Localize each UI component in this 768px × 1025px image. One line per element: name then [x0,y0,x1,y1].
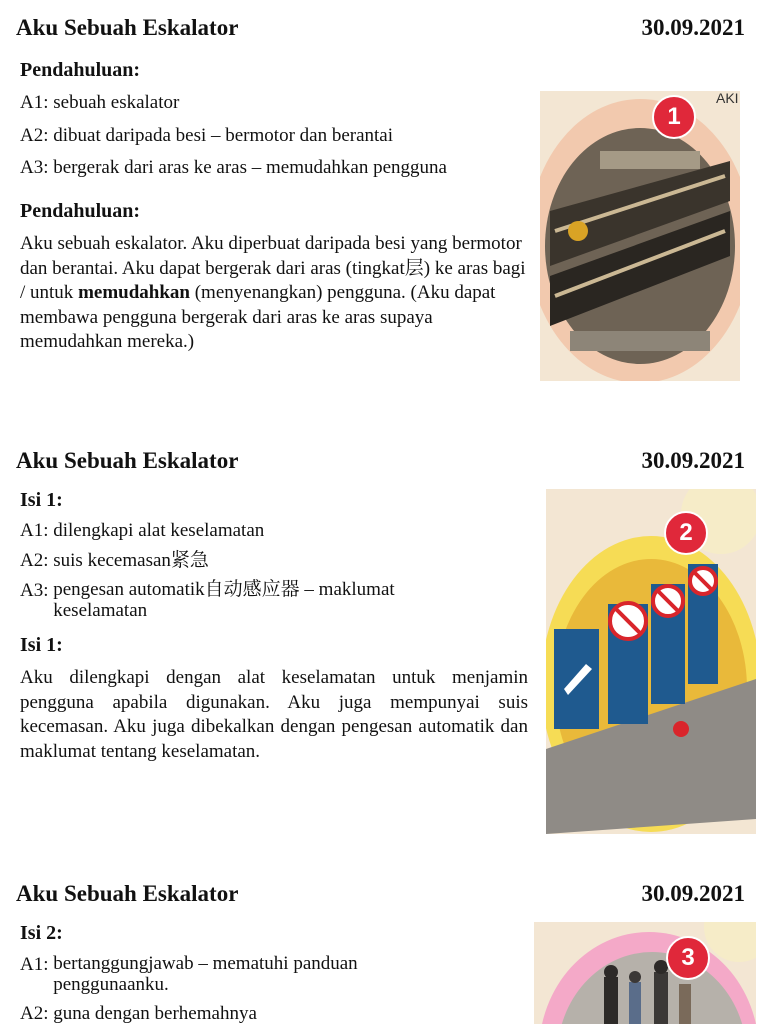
point-a2: A2: dibuat daripada besi – bermotor dan berantai [20,125,394,146]
escalator-crowd-image [534,922,756,1024]
slide-title: Aku Sebuah Eskalator [16,448,239,473]
paragraph: Aku dilengkapi dengan alat keselamatan untuk menjamin pengguna apabila digunakan. Aku juga mempunyai suis kecemasan. Aku juga dibekalkan dengan pengesan automatik dan maklumat tentang keselamatan. [20,667,528,762]
slide-number-badge: 3 [666,936,710,980]
paragraph: Aku sebuah eskalator. Aku diperbuat daripada besi yang bermotor dan berantai. Aku dapat bergerak dari aras (tingkat层) ke aras bagi / untuk memudahkan (menyenangkan) pengguna. (Aku dapat membawa pengguna bergerak dari aras ke aras supaya memudahkan mereka.) [20,233,526,352]
section-heading: Pendahuluan: [20,200,141,222]
section-heading: Isi 1: [20,489,63,511]
section-heading: Isi 2: [20,922,63,944]
slide-date: 30.09.2021 [641,881,745,906]
point-a1: A1: bertanggungjawab – mematuhi panduan penggunaanku. [20,953,358,995]
point-a3: A3: bergerak dari aras ke aras – memudahkan pengguna [20,157,447,178]
point-a1: A1: sebuah eskalator [20,92,180,113]
point-a2: A2: guna dengan berhemahnya [20,1003,257,1024]
slide-date: 30.09.2021 [641,15,745,40]
escalator-crowd-illustration [534,922,756,1024]
slide-title: Aku Sebuah Eskalator [16,881,239,906]
slide-date: 30.09.2021 [641,448,745,473]
slide-number-badge: 2 [664,511,708,555]
section-heading: Pendahuluan: [20,59,141,81]
image-corner-text: AKI [716,91,739,106]
point-a2: A2: suis kecemasan紧急 [20,550,209,571]
slide-number-badge: 1 [652,95,696,139]
point-a1: A1: dilengkapi alat keselamatan [20,520,265,541]
section-heading: Isi 1: [20,634,63,656]
point-a3: A3: pengesan automatik自动感应器 – maklumat keselamatan [20,579,395,621]
slide-title: Aku Sebuah Eskalator [16,15,239,40]
